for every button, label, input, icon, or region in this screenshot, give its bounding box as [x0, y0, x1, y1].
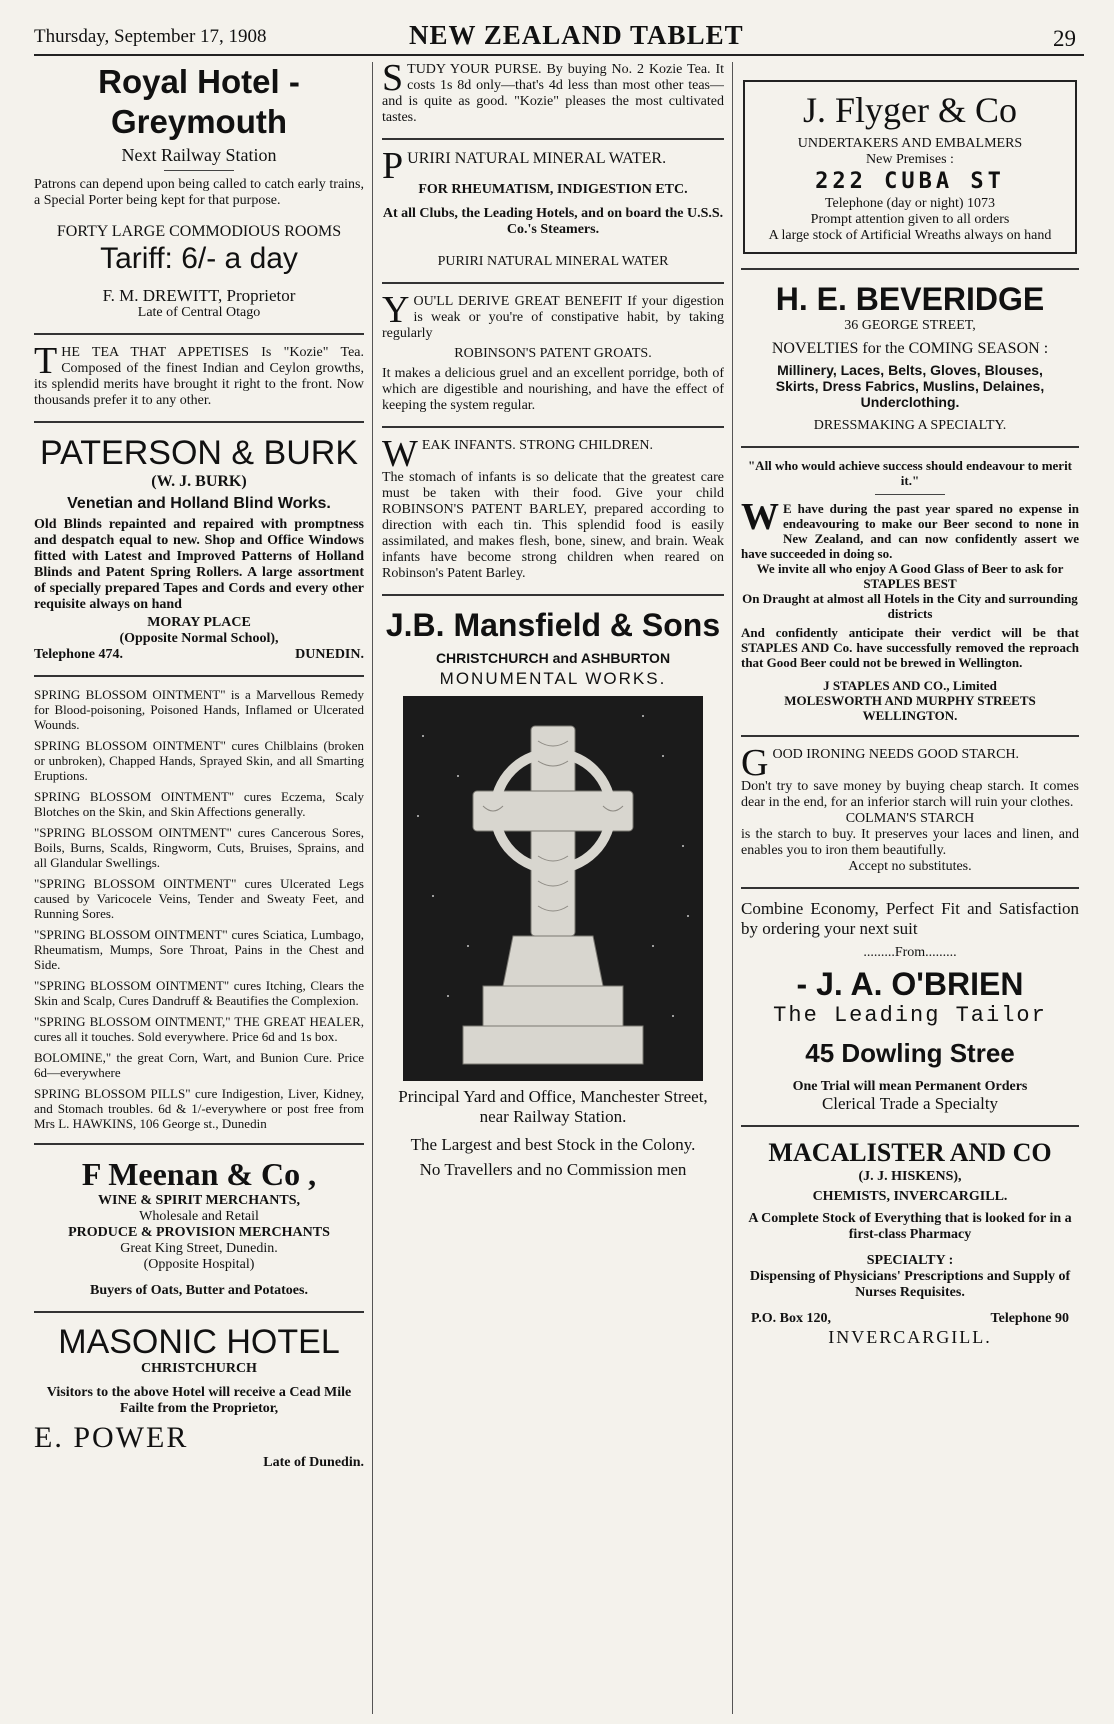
kozie-purse-text: TUDY YOUR PURSE. By buying No. 2 Kozie Tea. It costs 1s 8d only—that's 4d less than most other teas—and is quite as good. "Kozie" pleases the most cultivated tastes.: [382, 62, 724, 125]
column-rule-1: [372, 62, 373, 1714]
paterson-burk-contact: [34, 647, 364, 663]
dropcap: W: [382, 433, 418, 475]
paterson-burk-opposite: (Opposite Normal School),: [119, 631, 279, 646]
spring-item: SPRING BLOSSOM OINTMENT" cures Eczema, Scaly Blotches on the Skin, and Skin Affections generally.: [34, 789, 364, 819]
beveridge-title: H. E. BEVERIDGE: [775, 281, 1045, 317]
masonic-hotel-ad: [34, 1323, 364, 1471]
divider: [741, 268, 1079, 270]
mansfield-cities: CHRISTCHURCH and ASHBURTON: [435, 650, 671, 666]
rule: [875, 494, 945, 495]
divider: [382, 594, 724, 596]
groats-body: It makes a delicious gruel and an excellent porridge, both of which are digestible and nourishing, and have the effect of keeping the system regular.: [382, 366, 724, 413]
meenan-ad: [34, 1155, 364, 1299]
spring-item: SPRING BLOSSOM OINTMENT" is a Marvellous Remedy for Blood-poisoning, Poisoned Hands, Inflamed or Ulcerated Wounds.: [34, 687, 364, 732]
spring-item: BOLOMINE," the great Corn, Wart, and Bunion Cure. Price 6d—everywhere: [34, 1050, 364, 1080]
macalister-telephone: Telephone 90: [990, 1311, 1069, 1326]
puriri-title: URIRI NATURAL MINERAL WATER.: [407, 150, 667, 167]
kozie-tea-ad: [34, 340, 364, 409]
spring-item: "SPRING BLOSSOM OINTMENT" cures Cancerous Sores, Boils, Burns, Scalds, Ringworm, Cuts, Bruises, Sprains, and all Glandular Swellings.: [34, 825, 364, 870]
obrien-from: .........From.........: [863, 945, 957, 960]
groats-name: ROBINSON'S PATENT GROATS.: [454, 346, 652, 361]
paterson-burk-body: Old Blinds repainted and repaired with promptness and despatch equal to new. Shop and Office Windows fitted with Latest and Improved Patterns of Holland Blinds and Patent Spring Rollers. A large assortment of specially prepared Tapes and Cords and every other requisite always on hand: [34, 517, 364, 612]
staples-streets: MOLESWORTH AND MURPHY STREETS: [784, 693, 1036, 708]
infants-text: EAK INFANTS. STRONG CHILDREN.: [421, 438, 654, 453]
masonic-hotel-body: Visitors to the above Hotel will receive a Cead Mile Failte from the Proprietor,: [46, 1385, 352, 1416]
flyger-ad: [743, 80, 1077, 254]
meenan-line: (Opposite Hospital): [143, 1257, 255, 1272]
spring-item: "SPRING BLOSSOM OINTMENT" cures Itching, Clears the Skin and Scalp, Cures Dandruff & Beautifies the Complexion.: [34, 978, 364, 1008]
dropcap: S: [382, 62, 404, 99]
paterson-burk-place: MORAY PLACE: [147, 615, 251, 630]
staples-invite: We invite all who enjoy A Good Glass of Beer to ask for: [756, 561, 1064, 576]
celtic-cross-image: [403, 696, 703, 1081]
staples-verdict: And confidently anticipate their verdict will be that STAPLES AND Co. have successfully removed the reproach that Good Beer could not be brewed in Wellington.: [741, 625, 1079, 670]
royal-hotel-title: Royal Hotel - Greymouth: [98, 63, 300, 140]
royal-hotel-ad: [34, 62, 364, 321]
spring-blossom-ads: [34, 687, 364, 1131]
flyger-telephone: Telephone (day or night) 1073: [824, 196, 996, 211]
mansfield-ad: [382, 606, 724, 1179]
spring-item: SPRING BLOSSOM OINTMENT" cures Chilblains (broken or unbroken), Chapped Hands, Sprayed Skin, and all Smarting Eruptions.: [34, 738, 364, 783]
staples-company: J STAPLES AND CO., Limited: [823, 678, 997, 693]
colman-starch-body: Don't try to save money by buying cheap starch. It comes dear in the end, for an inferior starch will ruin your clothes.: [741, 779, 1079, 810]
staples-draught: On Draught at almost all Hotels in the City and surrounding districts: [742, 591, 1078, 621]
flyger-trade: UNDERTAKERS AND EMBALMERS: [797, 136, 1023, 151]
beveridge-special: DRESSMAKING A SPECIALTY.: [813, 418, 1007, 433]
kozie-tea-text: HE TEA THAT APPETISES Is "Kozie" Tea. Composed of the finest Indian and Ceylon growths, its splendid merits have brought it right to the front. Now thousands prefer it to any other.: [34, 345, 364, 408]
macalister-specialty: SPECIALTY :: [866, 1253, 954, 1268]
flyger-prompt: Prompt attention given to all orders: [810, 212, 1010, 227]
obrien-trial: One Trial will mean Permanent Orders: [792, 1079, 1028, 1094]
column-2: [382, 62, 724, 1714]
puriri-for: FOR RHEUMATISM, INDIGESTION ETC.: [418, 182, 688, 197]
divider: [382, 282, 724, 284]
paterson-burk-telephone: Telephone 474.: [34, 647, 123, 662]
beveridge-goods: Millinery, Laces, Belts, Gloves, Blouses, Skirts, Dress Fabrics, Muslins, Delaines, Underclothing.: [775, 362, 1045, 410]
macalister-title: MACALISTER AND CO: [768, 1138, 1052, 1167]
beveridge-novelties: NOVELTIES for the COMING SEASON :: [771, 340, 1049, 357]
paper-title: NEW ZEALAND TABLET: [409, 20, 744, 50]
groats-text: OU'LL DERIVE GREAT BENEFIT If your digestion is weak or you're of constipative habit, by taking regularly: [382, 294, 724, 341]
obrien-leading: The Leading Tailor: [773, 1003, 1047, 1028]
spring-item: SPRING BLOSSOM PILLS" cure Indigestion, Liver, Kidney, and Stomach troubles. 6d & 1/-everywhere or post free from Mrs L. HAWKINS, 106 George st., Dunedin: [34, 1086, 364, 1131]
dropcap: T: [34, 340, 58, 382]
mansfield-title: J.B. Mansfield & Sons: [385, 607, 721, 643]
mansfield-noagents: No Travellers and no Commission men: [419, 1160, 687, 1179]
macalister-ad: [741, 1137, 1079, 1348]
dropcap: G: [741, 742, 769, 784]
staples-quote: "All who would achieve success should endeavour to merit it.": [747, 458, 1073, 488]
divider: [741, 1125, 1079, 1127]
dropcap: W: [741, 496, 779, 538]
page-number: 29: [1053, 26, 1076, 51]
meenan-line: Buyers of Oats, Butter and Potatoes.: [90, 1283, 308, 1298]
paterson-burk-ad: [34, 433, 364, 663]
macalister-city: INVERCARGILL.: [828, 1327, 992, 1347]
mansfield-largest: The Largest and best Stock in the Colony.: [410, 1135, 696, 1154]
flyger-stock: A large stock of Artificial Wreaths always on hand: [768, 228, 1052, 243]
obrien-name: - J. A. O'BRIEN: [796, 966, 1024, 1002]
obrien-combine: Combine Economy, Perfect Fit and Satisfaction by ordering your next suit: [741, 899, 1079, 938]
mansfield-office: Principal Yard and Office, Manchester Street, near Railway Station.: [398, 1087, 708, 1126]
masthead: [34, 12, 1084, 56]
groats-ad: [382, 289, 724, 414]
paterson-burk-title: PATERSON & BURK: [39, 434, 359, 472]
dropcap: P: [382, 145, 404, 187]
macalister-contact: [741, 1311, 1079, 1327]
colman-starch-text: OOD IRONING NEEDS GOOD STARCH.: [772, 747, 1020, 762]
macalister-stock: A Complete Stock of Everything that is looked for in a first-class Pharmacy: [748, 1211, 1072, 1242]
rule: [164, 170, 234, 171]
royal-hotel-body: Patrons can depend upon being called to catch early trains, a Special Porter being kept for that purpose.: [34, 177, 364, 208]
masonic-hotel-name: E. POWER: [34, 1421, 189, 1454]
issue-date: Thursday, September 17, 1908: [34, 26, 267, 47]
puriri-footer: PURIRI NATURAL MINERAL WATER: [437, 254, 669, 269]
divider: [34, 675, 364, 677]
divider: [382, 138, 724, 140]
royal-hotel-late: Late of Central Otago: [137, 305, 261, 320]
divider: [34, 333, 364, 335]
column-3: [741, 62, 1079, 1714]
meenan-line: Great King Street, Dunedin.: [120, 1241, 278, 1256]
macalister-chemists: CHEMISTS, INVERCARGILL.: [812, 1189, 1008, 1204]
paterson-burk-city: DUNEDIN.: [295, 647, 364, 662]
royal-hotel-rooms: FORTY LARGE COMMODIOUS ROOMS: [56, 223, 342, 240]
meenan-title: F Meenan & Co ,: [81, 1156, 317, 1192]
infants-body: The stomach of infants is so delicate that the greatest care must be taken with their food. Give your child ROBINSON'S PATENT BARLEY, prepared according to direction with each tin. This splendid food is easily assimilated, and makes flesh, bone, sinew, and brain. Weak infants have become strong children when reared on Robinson's Patent Barley.: [382, 470, 724, 581]
royal-hotel-tariff: Tariff: 6/- a day: [100, 242, 298, 275]
puriri-ad: [382, 145, 724, 270]
royal-hotel-sub: Next Railway Station: [121, 145, 277, 165]
paterson-burk-sub: (W. J. BURK): [151, 473, 247, 490]
monument-photo: [403, 696, 703, 1081]
meenan-line: PRODUCE & PROVISION MERCHANTS: [68, 1225, 330, 1240]
spring-item: "SPRING BLOSSOM OINTMENT" cures Sciatica, Lumbago, Rheumatism, Mumps, Sore Throat, Pains in the Chest and Side.: [34, 927, 364, 972]
column-1: [34, 62, 364, 1714]
puriri-heading: [382, 145, 724, 187]
staples-city: WELLINGTON.: [862, 708, 958, 723]
divider: [741, 735, 1079, 737]
obrien-clerical: Clerical Trade a Specialty: [821, 1094, 999, 1113]
puriri-body: At all Clubs, the Leading Hotels, and on board the U.S.S. Co.'s Steamers.: [382, 206, 724, 237]
column-rule-2: [732, 62, 733, 1714]
meenan-line: Wholesale and Retail: [139, 1209, 259, 1224]
macalister-box: P.O. Box 120,: [751, 1311, 831, 1326]
beveridge-ad: [741, 280, 1079, 434]
staples-ad: [741, 458, 1079, 723]
macalister-dispensing: Dispensing of Physicians' Prescriptions and Supply of Nurses Requisites.: [749, 1269, 1071, 1300]
divider: [741, 446, 1079, 448]
colman-starch-accept: Accept no substitutes.: [848, 859, 972, 874]
masonic-hotel-late: Late of Dunedin.: [263, 1455, 364, 1470]
staples-best: STAPLES BEST: [863, 576, 957, 591]
obrien-address: 45 Dowling Stree: [805, 1038, 1015, 1068]
spring-item: "SPRING BLOSSOM OINTMENT," THE GREAT HEALER, cures all it touches. Sold everywhere. Price 6d and 1s box.: [34, 1014, 364, 1044]
divider: [382, 426, 724, 428]
divider: [741, 887, 1079, 889]
dropcap: Y: [382, 289, 410, 331]
meenan-line: WINE & SPIRIT MERCHANTS,: [98, 1193, 300, 1208]
flyger-address: 222 CUBA ST: [815, 169, 1005, 194]
paterson-burk-works: Venetian and Holland Blind Works.: [67, 495, 331, 512]
spring-item: "SPRING BLOSSOM OINTMENT" cures Ulcerated Legs caused by Varicocele Veins, Tender and Sweaty Feet, and Running Sores.: [34, 876, 364, 921]
colman-starch-body2: is the starch to buy. It preserves your laces and linen, and enables you to iron them beautifully.: [741, 827, 1079, 858]
colman-starch-name: COLMAN'S STARCH: [845, 811, 975, 826]
mansfield-works: MONUMENTAL WORKS.: [439, 669, 667, 688]
divider: [34, 1311, 364, 1313]
colman-starch-ad: [741, 742, 1079, 875]
royal-hotel-proprietor: F. M. DREWITT, Proprietor: [102, 286, 296, 305]
beveridge-address: 36 GEORGE STREET,: [844, 318, 976, 333]
macalister-hiskens: (J. J. HISKENS),: [858, 1169, 962, 1184]
flyger-title: J. Flyger & Co: [802, 90, 1017, 130]
masonic-hotel-city: CHRISTCHURCH: [141, 1361, 257, 1376]
kozie-purse-ad: [382, 62, 724, 126]
divider: [34, 421, 364, 423]
staples-text: E have during the past year spared no expense in endeavouring to make our Beer second to none in New Zealand, and can now confidently assert we have succeeded in doing so.: [741, 501, 1079, 561]
obrien-ad: [741, 899, 1079, 1113]
masonic-hotel-title: MASONIC HOTEL: [58, 1323, 340, 1361]
infants-ad: [382, 433, 724, 582]
divider: [34, 1143, 364, 1145]
flyger-premises: New Premises :: [866, 152, 954, 167]
